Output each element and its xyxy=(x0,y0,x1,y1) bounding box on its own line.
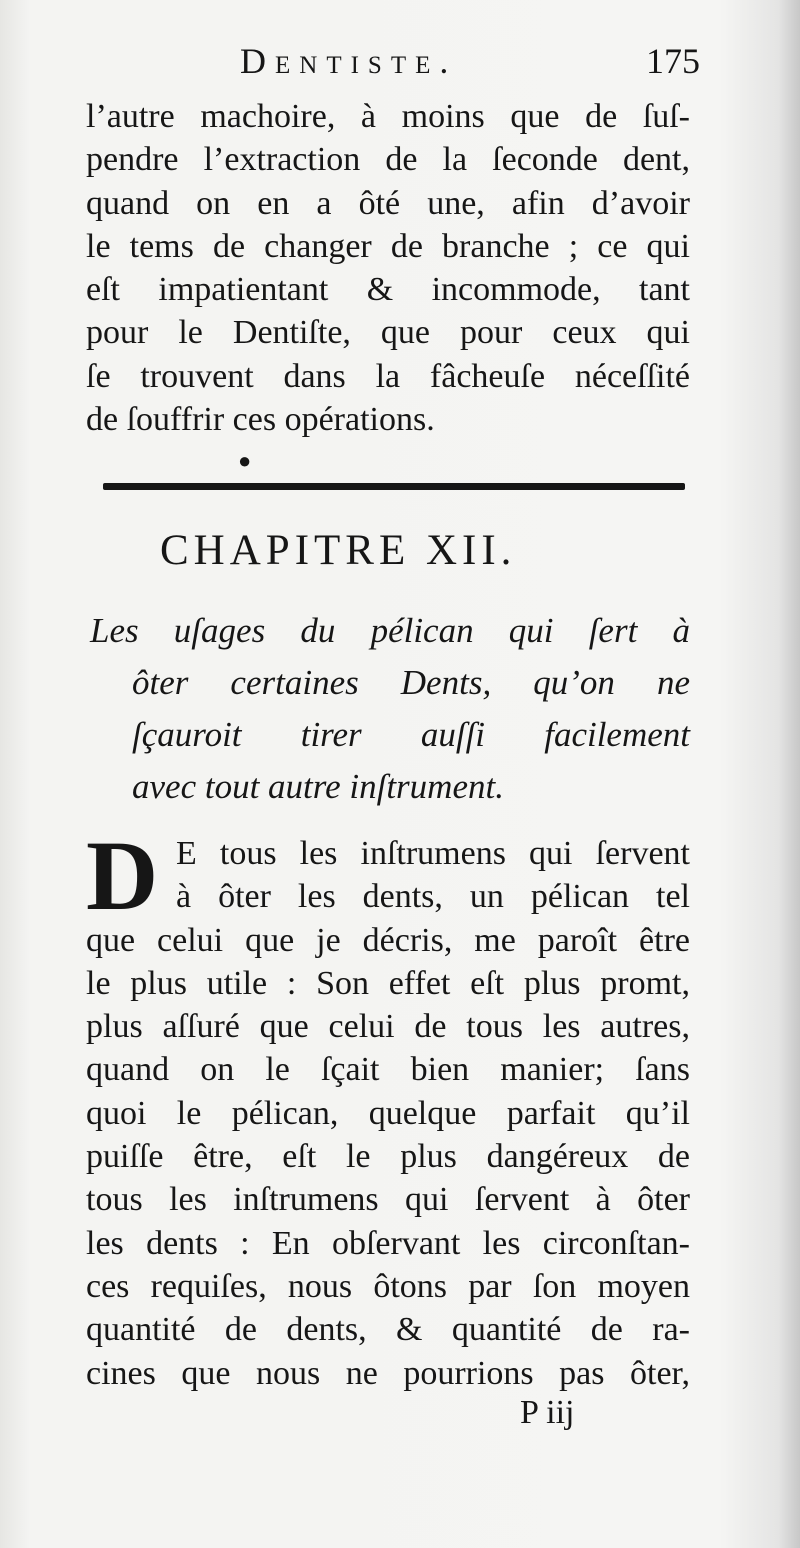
chapter-paragraph xyxy=(86,820,690,1395)
page-header xyxy=(240,40,700,90)
text-line: ces requiſes, nous ôtons par ſon moyen xyxy=(86,1267,690,1305)
subtitle-line: avec tout autre inſtrument. xyxy=(132,767,504,806)
text-line: le tems de changer de branche ; ce qui xyxy=(86,227,690,265)
text-line: ſe trouvent dans la fâcheuſe néceſſité xyxy=(86,357,690,395)
text-line: plus aſſuré que celui de tous les autres, xyxy=(86,1008,690,1046)
text-line: tous les inſtrumens qui ſervent à ôter xyxy=(86,1181,690,1219)
text-line: quand on en a ôté une, afin d’avoir xyxy=(86,184,690,222)
subtitle-line: ſçauroit tirer auſſi facilement xyxy=(132,715,690,754)
subtitle-line: ôter certaines Dents, qu’on ne xyxy=(132,663,690,702)
section-rule xyxy=(103,483,685,490)
drop-cap: D xyxy=(86,820,159,931)
text-line: à ôter les dents, un pélican tel xyxy=(176,878,690,916)
text-line: les dents : En obſervant les circonſtan- xyxy=(86,1224,690,1262)
text-line: le plus utile : Son effet eſt plus promt, xyxy=(86,964,690,1002)
signature-mark: P iij xyxy=(520,1394,575,1431)
chapter-title: CHAPITRE XII. xyxy=(160,527,517,574)
page-number: 175 xyxy=(646,41,700,81)
text-line: quantité de dents, & quantité de ra- xyxy=(86,1311,690,1349)
printer-dot: ● xyxy=(238,448,252,473)
page-edge-shadow xyxy=(778,0,800,1548)
text-line: quand on le ſçait bien manier; ſans xyxy=(86,1051,690,1089)
text-line: E tous les inſtrumens qui ſervent xyxy=(176,835,690,872)
text-line: cines que nous ne pourrions pas ôter, xyxy=(86,1354,690,1392)
continued-text-block xyxy=(86,95,690,441)
text-line: quoi le pélican, quelque parfait qu’il xyxy=(86,1094,690,1132)
text-line: pour le Dentiſte, que pour ceux qui xyxy=(86,314,690,352)
text-line: puiſſe être, eſt le plus dangéreux de xyxy=(86,1138,690,1176)
subtitle-line: Les uſages du pélican qui ſert à xyxy=(90,611,690,650)
text-line: de ſouffrir ces opérations. xyxy=(86,401,435,439)
text-line: eſt impatientant & incommode, tant xyxy=(86,271,690,309)
running-head: Dentiste. xyxy=(240,41,458,81)
chapter-subtitle xyxy=(90,605,690,813)
text-line: l’autre machoire, à moins que de ſuſ- xyxy=(86,98,690,135)
text-line: pendre l’extraction de la ſeconde dent, xyxy=(86,141,690,179)
text-line: que celui que je décris, me paroît être xyxy=(86,921,690,959)
